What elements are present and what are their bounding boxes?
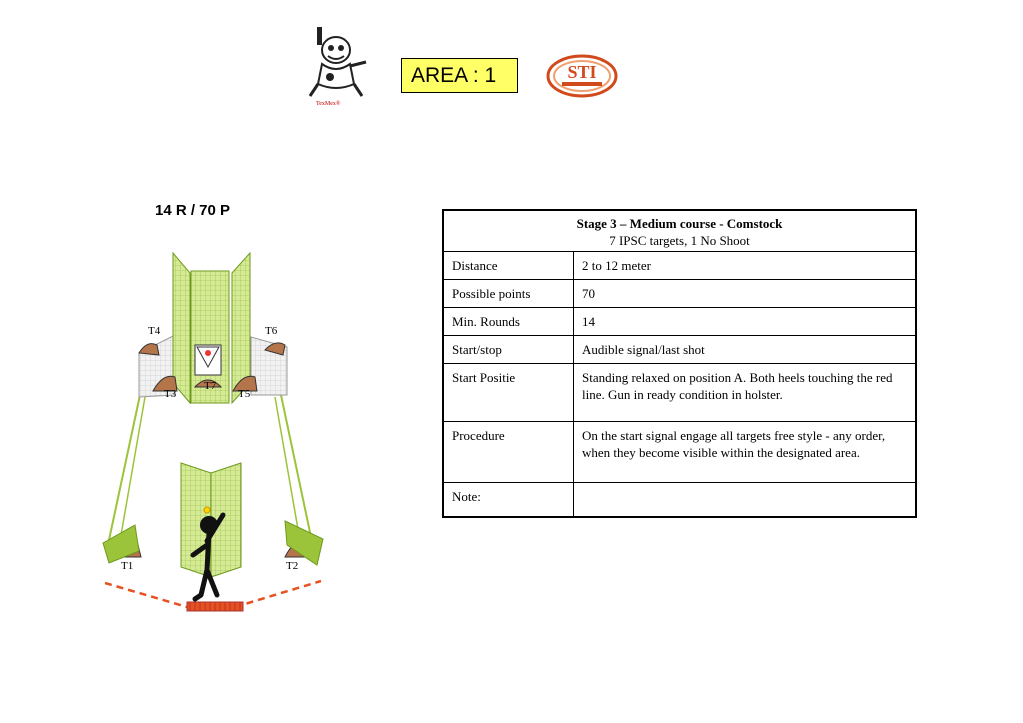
target-label-t2: T2 [286, 560, 299, 572]
stage-table [442, 209, 917, 518]
stage-title: Stage 3 – Medium course - Comstock [576, 216, 783, 231]
row-label: Start/stop [443, 336, 574, 364]
table-row [443, 336, 916, 364]
row-label: Procedure [443, 422, 574, 483]
row-value: 70 [574, 280, 917, 308]
stage-header [443, 210, 916, 252]
row-label: Min. Rounds [443, 308, 574, 336]
row-label: Start Positie [443, 364, 574, 422]
target-label-t3: T3 [164, 388, 177, 400]
table-row [443, 280, 916, 308]
table-row [443, 422, 916, 483]
row-value: 2 to 12 meter [574, 252, 917, 280]
logo-caption: TexMex® [316, 101, 341, 107]
row-value [574, 483, 917, 517]
rounds-points-label: 14 R / 70 P [155, 202, 231, 219]
table-row [443, 483, 916, 517]
table-header-row [443, 210, 916, 252]
row-value: Audible signal/last shot [574, 336, 917, 364]
area-label: AREA : 1 [401, 58, 518, 93]
stage-subtitle: 7 IPSC targets, 1 No Shoot [609, 233, 750, 248]
table-row [443, 308, 916, 336]
mascot-logo [300, 22, 375, 102]
svg-text:STI: STI [567, 62, 597, 82]
table-row [443, 364, 916, 422]
target-label-t4: T4 [148, 325, 161, 337]
target-label-t5: T5 [238, 388, 251, 400]
row-label: Note: [443, 483, 574, 517]
row-label: Possible points [443, 280, 574, 308]
table-row [443, 252, 916, 280]
target-label-t7: T7 [204, 380, 217, 392]
row-label: Distance [443, 252, 574, 280]
target-label-t6: T6 [265, 325, 278, 337]
sti-logo [546, 54, 618, 98]
row-value: On the start signal engage all targets free style - any order, when they become visible within the designated area. [574, 422, 917, 483]
row-value: 14 [574, 308, 917, 336]
target-label-t1: T1 [121, 560, 134, 572]
row-value: Standing relaxed on position A. Both heels touching the red line. Gun in ready condition in holster. [574, 364, 917, 422]
